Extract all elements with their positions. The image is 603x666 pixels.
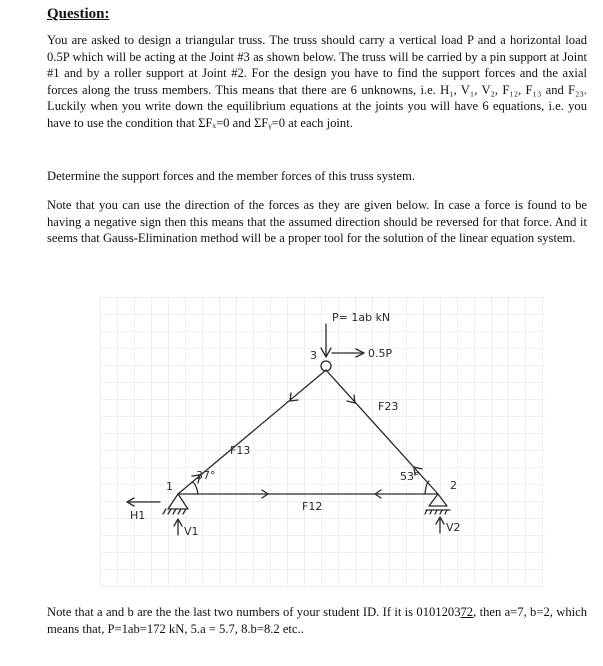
graph-paper-grid (100, 297, 545, 587)
horizontal-load-label: 0.5P (368, 347, 393, 360)
joint-1-label: 1 (166, 480, 173, 493)
member-f13-label: F13 (230, 444, 251, 457)
student-id-note (47, 604, 587, 637)
truss-diagram (100, 297, 545, 587)
student-id-note-start: Note that a and b are the the last two numbers of your student ID. If it is 0101203 (47, 605, 461, 619)
load-label: P= 1ab kN (332, 311, 391, 324)
reaction-v2-label: V2 (446, 521, 461, 534)
problem-statement-paragraph: You are asked to design a triangular truss. The truss should carry a vertical load P and a horizontal load 0.5P which will be acting at the Joint #3 as shown below. The truss will be carried by a pin support at Joint #1 and by a roller support at Joint #2. For the design you have to find the support forces and the axial forces along the truss members. This means that there are 6 unknowns, i.e. H₁, V₁, V₂, F₁₂, F₁₃ and F₂₃. Luckily when you write down the equilibrium equations at the joints you will have 6 equations, i.e. you have to use the condition that ΣFₓ=0 and ΣFᵧ=0 at each joint. (47, 33, 587, 130)
member-f23-label: F23 (378, 400, 399, 413)
joint-3-label: 3 (310, 349, 317, 362)
joint-2-label: 2 (450, 479, 457, 492)
student-id-note-end: , then a=7, b=2, which means that, P=1ab=172 kN, 5.a = 5.7, 8.b=8.2 etc.. (47, 605, 587, 636)
reaction-h1-label: H1 (130, 509, 146, 522)
angle-right-label: 53° (400, 470, 420, 483)
task-paragraph: Determine the support forces and the member forces of this truss system. (47, 169, 415, 183)
angle-left-label: 37° (196, 469, 216, 482)
question-heading: Question: (47, 6, 110, 22)
student-id-underlined-digits: 72 (460, 605, 474, 619)
sign-convention-note: Note that you can use the direction of the forces as they are given below. In case a force is found to be having a negative sign then this means that the assumed direction should be reversed for that force. And it seems that Gauss-Elimination method will be a proper tool for the solution of the linear equation system. (47, 198, 587, 246)
reaction-v1-label: V1 (184, 525, 199, 538)
truss-sketch-figure (100, 297, 545, 587)
member-f12-label: F12 (302, 500, 323, 513)
